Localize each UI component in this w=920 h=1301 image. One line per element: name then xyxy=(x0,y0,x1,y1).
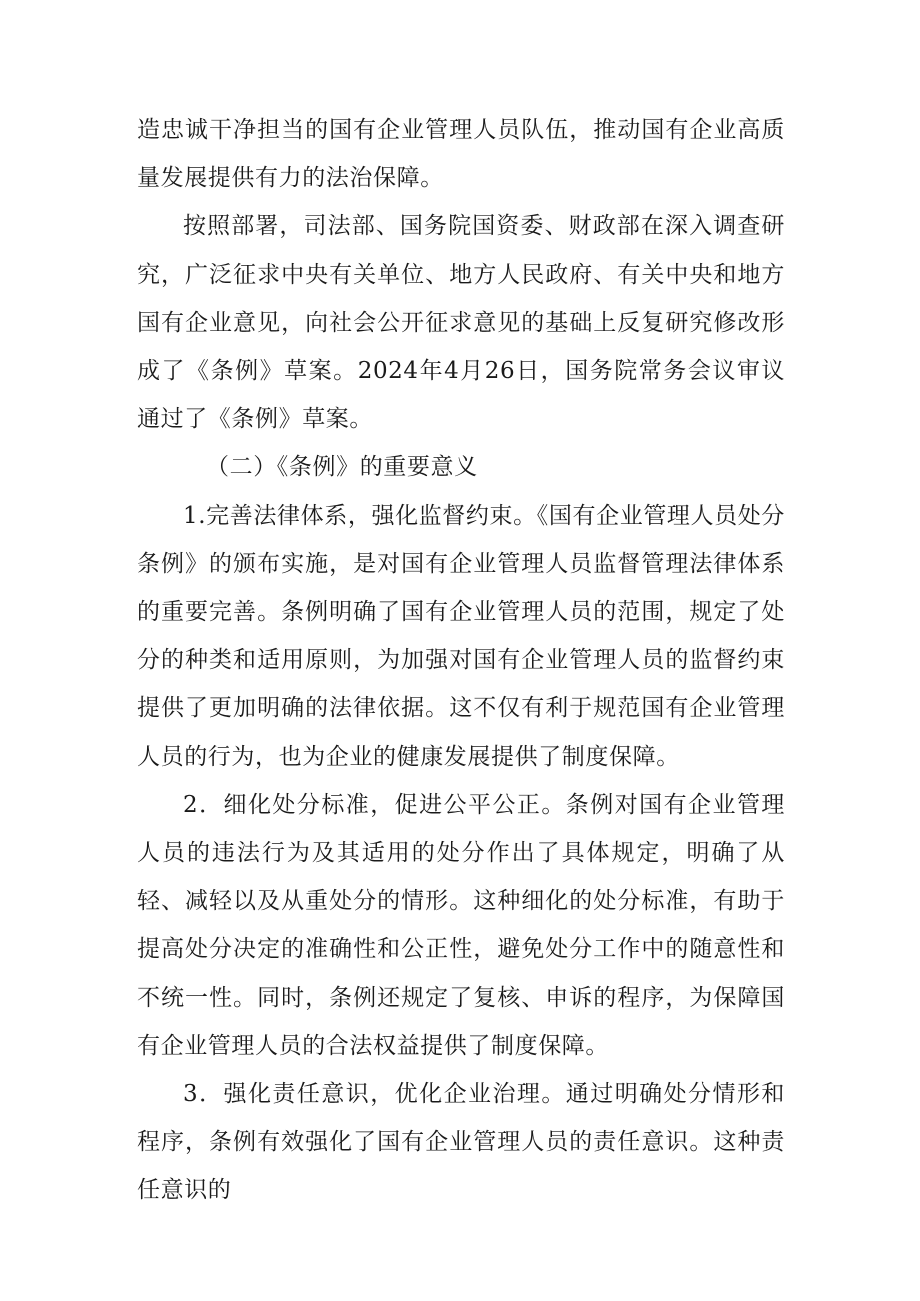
paragraph-point-3: 3．强化责任意识，优化企业治理。通过明确处分情形和程序，条例有效强化了国有企业管理人员的责任意识。这种责任意识的 xyxy=(137,1081,785,1204)
document-body xyxy=(137,106,785,1215)
paragraph-deployment: 按照部署，司法部、国务院国资委、财政部在深入调查研究，广泛征求中央有关单位、地方人民政府、有关中央和地方国有企业意见，向社会公开征求意见的基础上反复研究修改形成了《条例》草案。2024年4月26日，国务院常务会议审议通过了《条例》草案。 xyxy=(137,213,785,433)
paragraph-point-2: 2．细化处分标准，促进公平公正。条例对国有企业管理人员的违法行为及其适用的处分作出了具体规定，明确了从轻、减轻以及从重处分的情形。这种细化的处分标准，有助于提高处分决定的准确性和公正性，避免处分工作中的随意性和不统一性。同时，条例还规定了复核、申诉的程序，为保障国有企业管理人员的合法权益提供了制度保障。 xyxy=(137,791,785,1059)
section-heading: （二）《条例》的重要意义 xyxy=(206,454,478,481)
paragraph-point-1: 1.完善法律体系，强化监督约束。《国有企业管理人员处分条例》的颁布实施，是对国有企业管理人员监督管理法律体系的重要完善。条例明确了国有企业管理人员的范围，规定了处分的种类和适用原则，为加强对国有企业管理人员的监督约束提供了更加明确的法律依据。这不仅有利于规范国有企业管理人员的行为，也为企业的健康发展提供了制度保障。 xyxy=(137,502,785,770)
paragraph-continuation: 造忠诚干净担当的国有企业管理人员队伍，推动国有企业高质量发展提供有力的法治保障。 xyxy=(137,117,785,192)
